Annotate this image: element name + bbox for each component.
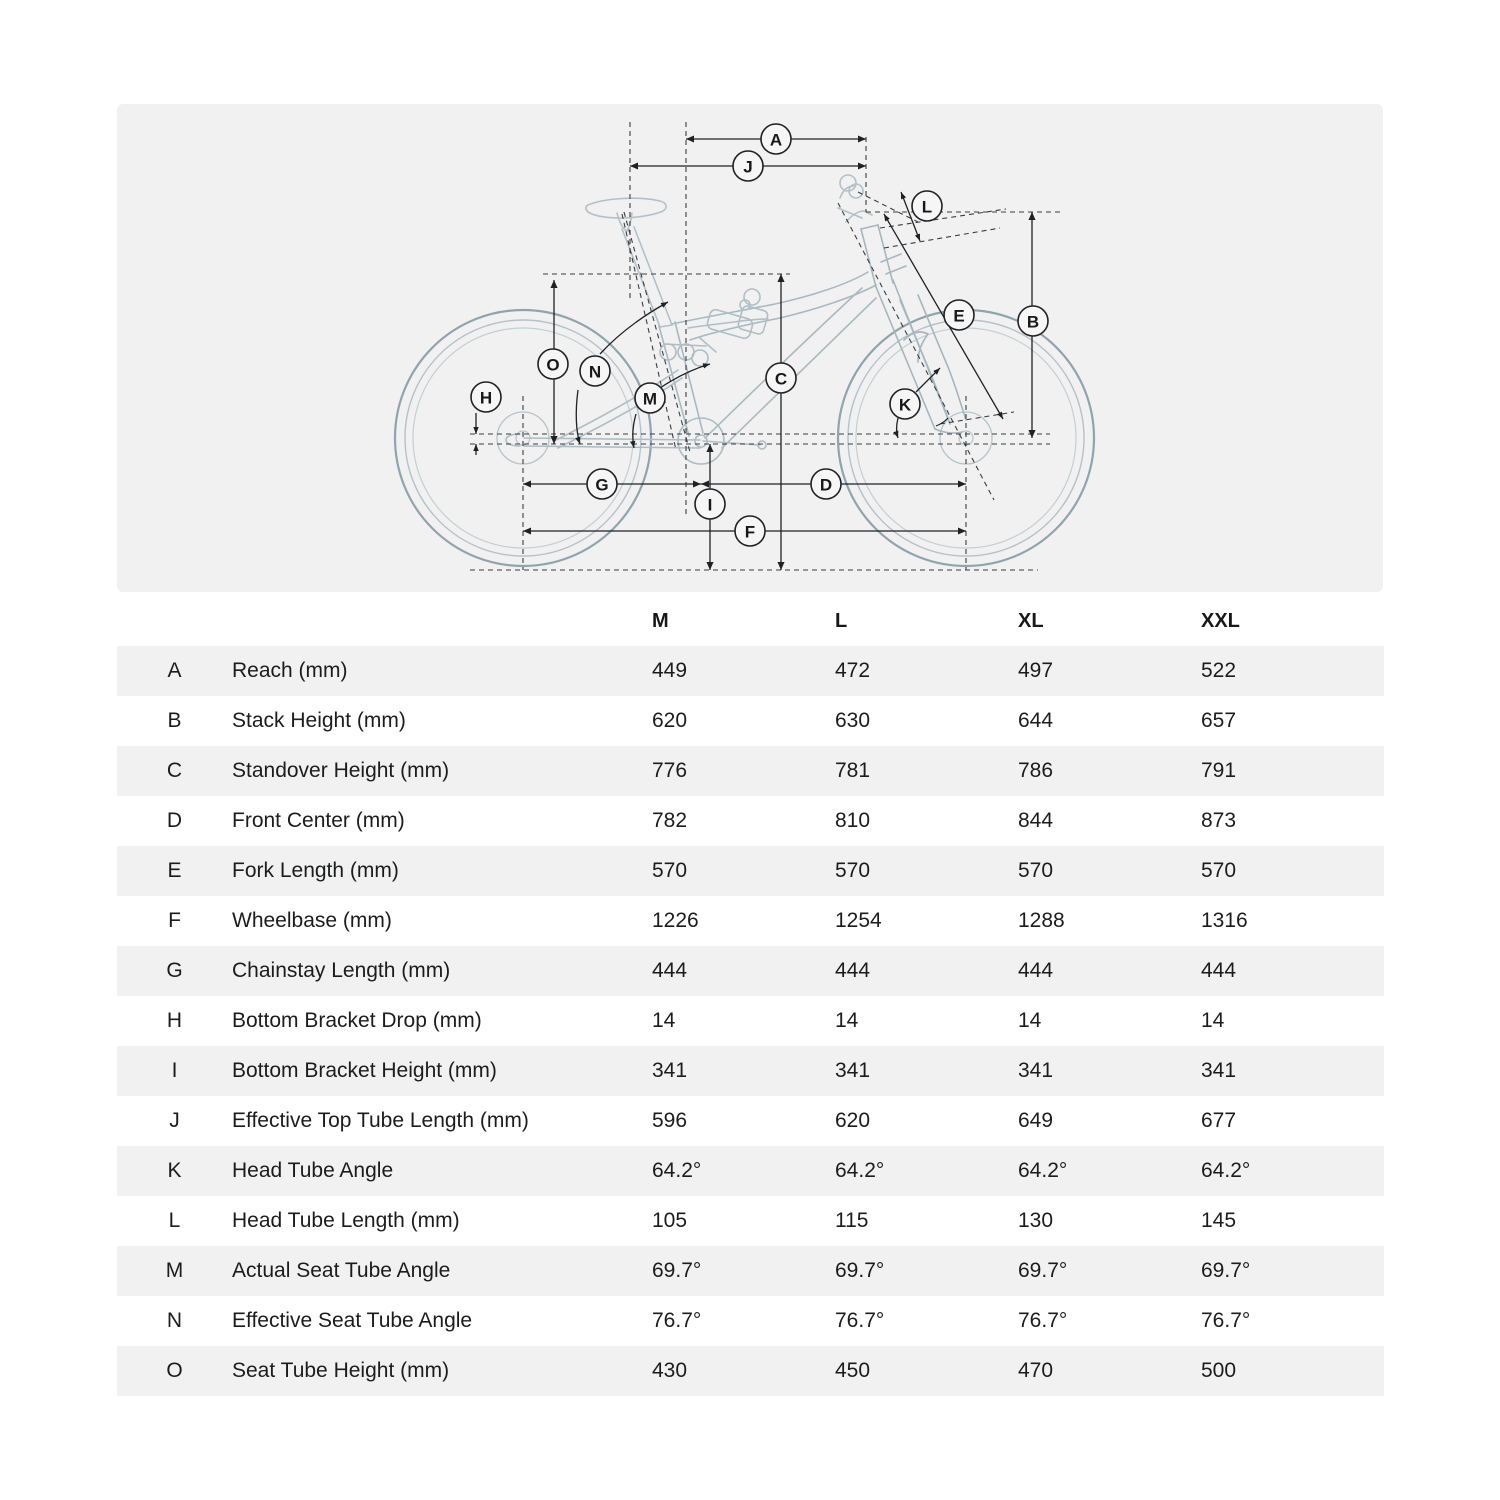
rear-wheel [395,310,651,566]
row-key-a: A [117,646,232,696]
callout-d [811,469,841,499]
row-measurement-name: Fork Length (mm) [232,846,652,896]
callout-i [695,489,725,519]
saddle [586,198,666,231]
cell-e-l: 570 [835,846,1018,896]
callout-g [587,469,617,499]
row-key-h: H [117,996,232,1046]
callout-label-h: H [479,388,493,408]
cell-n-l: 76.7° [835,1296,1018,1346]
callout-o [538,349,568,379]
table-row [117,1046,1384,1096]
cell-f-m: 1226 [652,896,835,946]
row-key-n: N [117,1296,232,1346]
row-measurement-name: Effective Seat Tube Angle [232,1296,652,1346]
seatstay [556,370,682,448]
row-measurement-name: Bottom Bracket Drop (mm) [232,996,652,1046]
row-key-d: D [117,796,232,846]
row-measurement-name: Seat Tube Height (mm) [232,1346,652,1396]
cell-d-xl: 844 [1018,796,1201,846]
cell-h-xl: 14 [1018,996,1201,1046]
cell-i-m: 341 [652,1046,835,1096]
cell-m-m: 69.7° [652,1246,835,1296]
table-row [117,1246,1384,1296]
cell-f-xl: 1288 [1018,896,1201,946]
construction-headtube-axis [838,203,994,500]
callout-j [733,151,763,181]
row-key-l: L [117,1196,232,1246]
row-key-e: E [117,846,232,896]
cell-n-m: 76.7° [652,1296,835,1346]
cell-j-l: 620 [835,1096,1018,1146]
table-header-row [117,596,1384,646]
cell-g-xxl: 444 [1201,946,1384,996]
header-size-xxl: XXL [1201,596,1384,646]
header-size-l: L [835,596,1018,646]
cell-j-xxl: 677 [1201,1096,1384,1146]
bottom-bracket-crank [678,418,766,464]
row-measurement-name: Front Center (mm) [232,796,652,846]
cell-a-xxl: 522 [1201,646,1384,696]
callout-bubbles [471,124,1048,546]
table-row [117,896,1384,946]
cell-a-l: 472 [835,646,1018,696]
row-key-f: F [117,896,232,946]
bike-geometry-diagram [117,104,1383,592]
cell-d-xxl: 873 [1201,796,1384,846]
construction-seat-axis-effective [624,212,690,452]
bike-illustration [395,175,1094,566]
table-row [117,696,1384,746]
callout-label-i: I [707,495,713,515]
row-measurement-name: Stack Height (mm) [232,696,652,746]
callout-label-m: M [642,389,658,409]
cell-i-xl: 341 [1018,1046,1201,1096]
cell-l-xl: 130 [1018,1196,1201,1246]
row-measurement-name: Chainstay Length (mm) [232,946,652,996]
table-row [117,796,1384,846]
stem-handlebar [838,175,872,222]
cell-c-xl: 786 [1018,746,1201,796]
row-key-m: M [117,1246,232,1296]
row-measurement-name: Actual Seat Tube Angle [232,1246,652,1296]
cell-b-l: 630 [835,696,1018,746]
table-row [117,1146,1384,1196]
row-key-c: C [117,746,232,796]
cell-h-l: 14 [835,996,1018,1046]
callout-label-o: O [546,355,560,375]
row-key-o: O [117,1346,232,1396]
callout-m [635,383,665,413]
cell-b-xxl: 657 [1201,696,1384,746]
cell-m-xl: 69.7° [1018,1246,1201,1296]
cell-c-xxl: 791 [1201,746,1384,796]
table-body [117,646,1384,1396]
callout-l [912,191,942,221]
cell-m-xxl: 69.7° [1201,1246,1384,1296]
rear-shock [688,289,769,352]
bike-geometry-diagram-panel [117,104,1383,592]
cell-h-xxl: 14 [1201,996,1384,1046]
callout-n [580,356,610,386]
cell-o-l: 450 [835,1346,1018,1396]
callout-f [735,516,765,546]
row-measurement-name: Standover Height (mm) [232,746,652,796]
callout-label-e: E [953,306,965,326]
callout-label-a: A [769,130,783,150]
row-measurement-name: Bottom Bracket Height (mm) [232,1046,652,1096]
callout-label-j: J [743,157,753,177]
table-row [117,996,1384,1046]
cell-l-l: 115 [835,1196,1018,1246]
table-row [117,846,1384,896]
row-measurement-name: Reach (mm) [232,646,652,696]
callout-b [1018,306,1048,336]
cell-f-l: 1254 [835,896,1018,946]
row-key-g: G [117,946,232,996]
callout-label-l: L [921,197,933,217]
row-measurement-name: Head Tube Angle [232,1146,652,1196]
table-row [117,1296,1384,1346]
header-key [117,596,232,646]
table-row [117,646,1384,696]
cell-j-m: 596 [652,1096,835,1146]
callout-label-g: G [595,475,609,495]
callout-label-n: N [588,362,602,382]
cell-c-l: 781 [835,746,1018,796]
callout-h [471,382,501,412]
header-measurement [232,596,652,646]
table-row [117,1196,1384,1246]
row-key-k: K [117,1146,232,1196]
dimension-lines [470,122,1060,570]
front-wheel [838,310,1094,566]
cell-k-m: 64.2° [652,1146,835,1196]
callout-label-f: F [744,522,756,542]
cell-b-xl: 644 [1018,696,1201,746]
row-measurement-name: Wheelbase (mm) [232,896,652,946]
callout-e [944,300,974,330]
cell-g-m: 444 [652,946,835,996]
cell-e-m: 570 [652,846,835,896]
cell-o-m: 430 [652,1346,835,1396]
cell-g-xl: 444 [1018,946,1201,996]
header-size-xl: XL [1018,596,1201,646]
cell-h-m: 14 [652,996,835,1046]
callout-a [761,124,791,154]
cell-o-xl: 470 [1018,1346,1201,1396]
table-row [117,746,1384,796]
row-key-j: J [117,1096,232,1146]
cell-e-xxl: 570 [1201,846,1384,896]
cell-b-m: 620 [652,696,835,746]
callout-label-k: K [898,395,912,415]
cell-f-xxl: 1316 [1201,896,1384,946]
callout-label-b: B [1026,312,1040,332]
callout-label-d: D [819,475,833,495]
callout-label-c: C [774,369,788,389]
cell-e-xl: 570 [1018,846,1201,896]
table-row [117,1346,1384,1396]
cell-l-m: 105 [652,1196,835,1246]
cell-a-m: 449 [652,646,835,696]
header-size-m: M [652,596,835,646]
construction-headtube-top-perp [858,192,918,222]
cell-d-m: 782 [652,796,835,846]
chainstay [506,434,700,448]
table-row [117,946,1384,996]
cell-j-xl: 649 [1018,1096,1201,1146]
cell-k-xxl: 64.2° [1201,1146,1384,1196]
cell-m-l: 69.7° [835,1246,1018,1296]
cell-g-l: 444 [835,946,1018,996]
row-key-b: B [117,696,232,746]
cell-n-xxl: 76.7° [1201,1296,1384,1346]
cell-l-xxl: 145 [1201,1196,1384,1246]
cell-k-l: 64.2° [835,1146,1018,1196]
cell-k-xl: 64.2° [1018,1146,1201,1196]
geometry-table [117,596,1384,1396]
row-measurement-name: Head Tube Length (mm) [232,1196,652,1246]
cell-n-xl: 76.7° [1018,1296,1201,1346]
table-row [117,1096,1384,1146]
callout-c [766,363,796,393]
callout-k [890,389,920,419]
table-head [117,596,1384,646]
cell-a-xl: 497 [1018,646,1201,696]
row-measurement-name: Effective Top Tube Length (mm) [232,1096,652,1146]
cell-d-l: 810 [835,796,1018,846]
frame-main-triangle [672,272,876,340]
row-key-i: I [117,1046,232,1096]
cell-c-m: 776 [652,746,835,796]
cell-o-xxl: 500 [1201,1346,1384,1396]
cell-i-xxl: 341 [1201,1046,1384,1096]
cell-i-l: 341 [835,1046,1018,1096]
